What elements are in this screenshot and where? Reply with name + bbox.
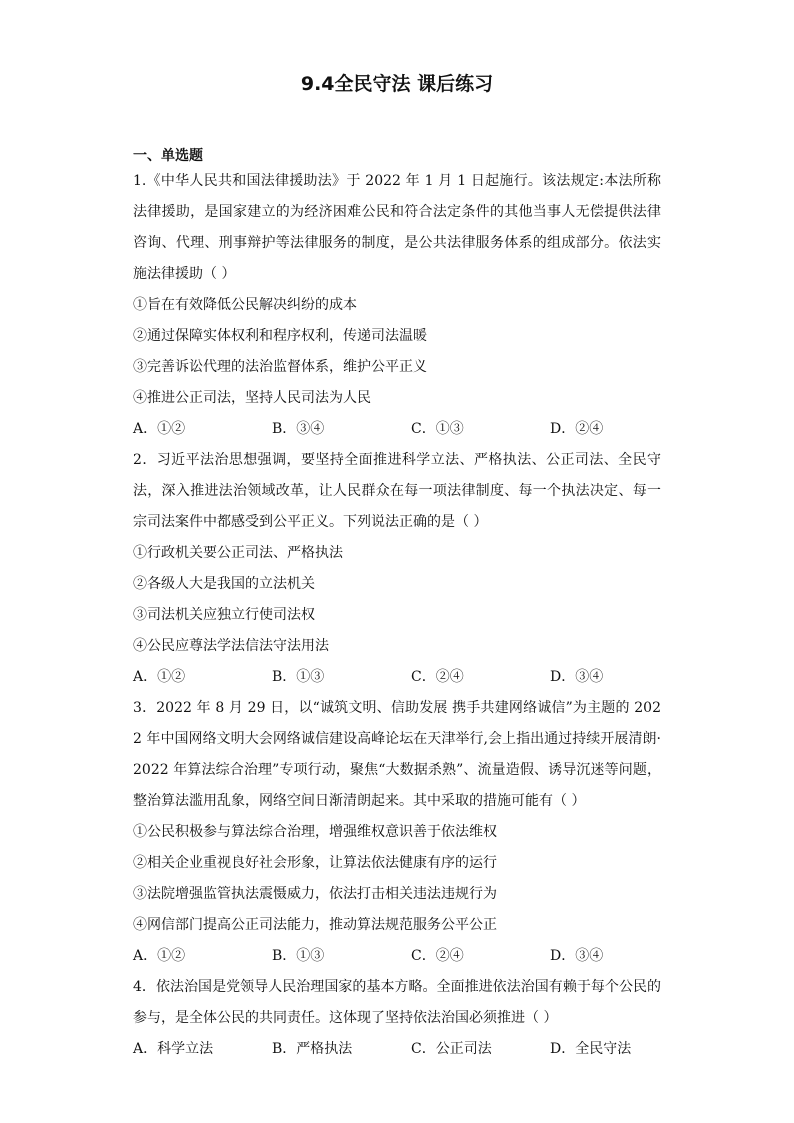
option-c: C．公正司法	[411, 1041, 492, 1057]
option-c: C．①③	[411, 421, 464, 437]
answer-options	[133, 662, 661, 693]
section-heading: 一、单选题	[133, 148, 203, 164]
option-d: D．②④	[550, 421, 604, 437]
question-2	[133, 445, 661, 693]
statement: ①旨在有效降低公民解决纠纷的成本	[133, 297, 357, 313]
answer-options	[133, 941, 661, 972]
option-a: A．①②	[133, 421, 186, 437]
statement: ④推进公正司法，坚持人民司法为人民	[133, 390, 371, 406]
statement: ④公民应尊法学法信法守法用法	[133, 638, 329, 654]
option-d: D．③④	[550, 948, 604, 964]
question-stem: 3．2022 年 8 月 29 日，以“诚筑文明、信助发展 携手共建网络诚信”为主题的 2022 年中国网络文明大会网络诚信建设高峰论坛在天津举行,会上指出通过持续开展清朗·2022 年算法综合治理”专项行动，聚焦“大数据杀熟”、流量造假、诱导沉迷等问题，整治算法滥用乱象，网络空间日渐清朗起来。其中采取的措施可能有（ ）	[133, 700, 661, 809]
option-a: A．科学立法	[133, 1041, 214, 1057]
option-d: D．③④	[550, 669, 604, 685]
statement: ①行政机关要公正司法、严格执法	[133, 545, 343, 561]
statement: ④网信部门提高公正司法能力，推动算法规范服务公平公正	[133, 917, 497, 933]
question-3	[133, 693, 661, 972]
option-d: D．全民守法	[550, 1041, 632, 1057]
statement: ②各级人大是我国的立法机关	[133, 576, 315, 592]
option-c: C．②④	[411, 948, 464, 964]
statement: ②相关企业重视良好社会形象，让算法依法健康有序的运行	[133, 855, 497, 871]
option-a: A．①②	[133, 948, 186, 964]
document-content	[133, 146, 661, 1065]
question-4	[133, 972, 661, 1065]
question-stem: 1.《中华人民共和国法律援助法》于 2022 年 1 月 1 日起施行。该法规定:本法所称法律援助，是国家建立的为经济困难公民和符合法定条件的其他当事人无偿提供法律咨询、代理、刑事辩护等法律服务的制度，是公共法律服务体系的组成部分。依法实施法律援助（ ）	[133, 173, 661, 282]
question-stem: 4．依法治国是党领导人民治理国家的基本方略。全面推进依法治国有赖于每个公民的参与，是全体公民的共同责任。这体现了坚持依法治国必须推进（ ）	[133, 979, 661, 1026]
question-1	[133, 166, 661, 445]
option-b: B．严格执法	[272, 1041, 353, 1057]
question-stem: 2．习近平法治思想强调，要坚持全面推进科学立法、严格执法、公正司法、全民守法，深入推进法治领域改革，让人民群众在每一项法律制度、每一个执法决定、每一宗司法案件中都感受到公平正义。下列说法正确的是（ ）	[133, 452, 661, 530]
statement: ①公民积极参与算法综合治理，增强维权意识善于依法维权	[133, 824, 497, 840]
option-a: A．①②	[133, 669, 186, 685]
statement: ③法院增强监管执法震慑威力，依法打击相关违法违规行为	[133, 886, 497, 902]
statement: ②通过保障实体权利和程序权利，传递司法温暖	[133, 328, 427, 344]
option-b: B．①③	[272, 948, 325, 964]
statement: ③司法机关应独立行使司法权	[133, 607, 315, 623]
statement: ③完善诉讼代理的法治监督体系，维护公平正义	[133, 359, 427, 375]
answer-options	[133, 1034, 661, 1065]
option-c: C．②④	[411, 669, 464, 685]
document-title: 9.4全民守法 课后练习	[300, 73, 494, 95]
option-b: B．①③	[272, 669, 325, 685]
option-b: B．③④	[272, 421, 325, 437]
answer-options	[133, 414, 661, 445]
